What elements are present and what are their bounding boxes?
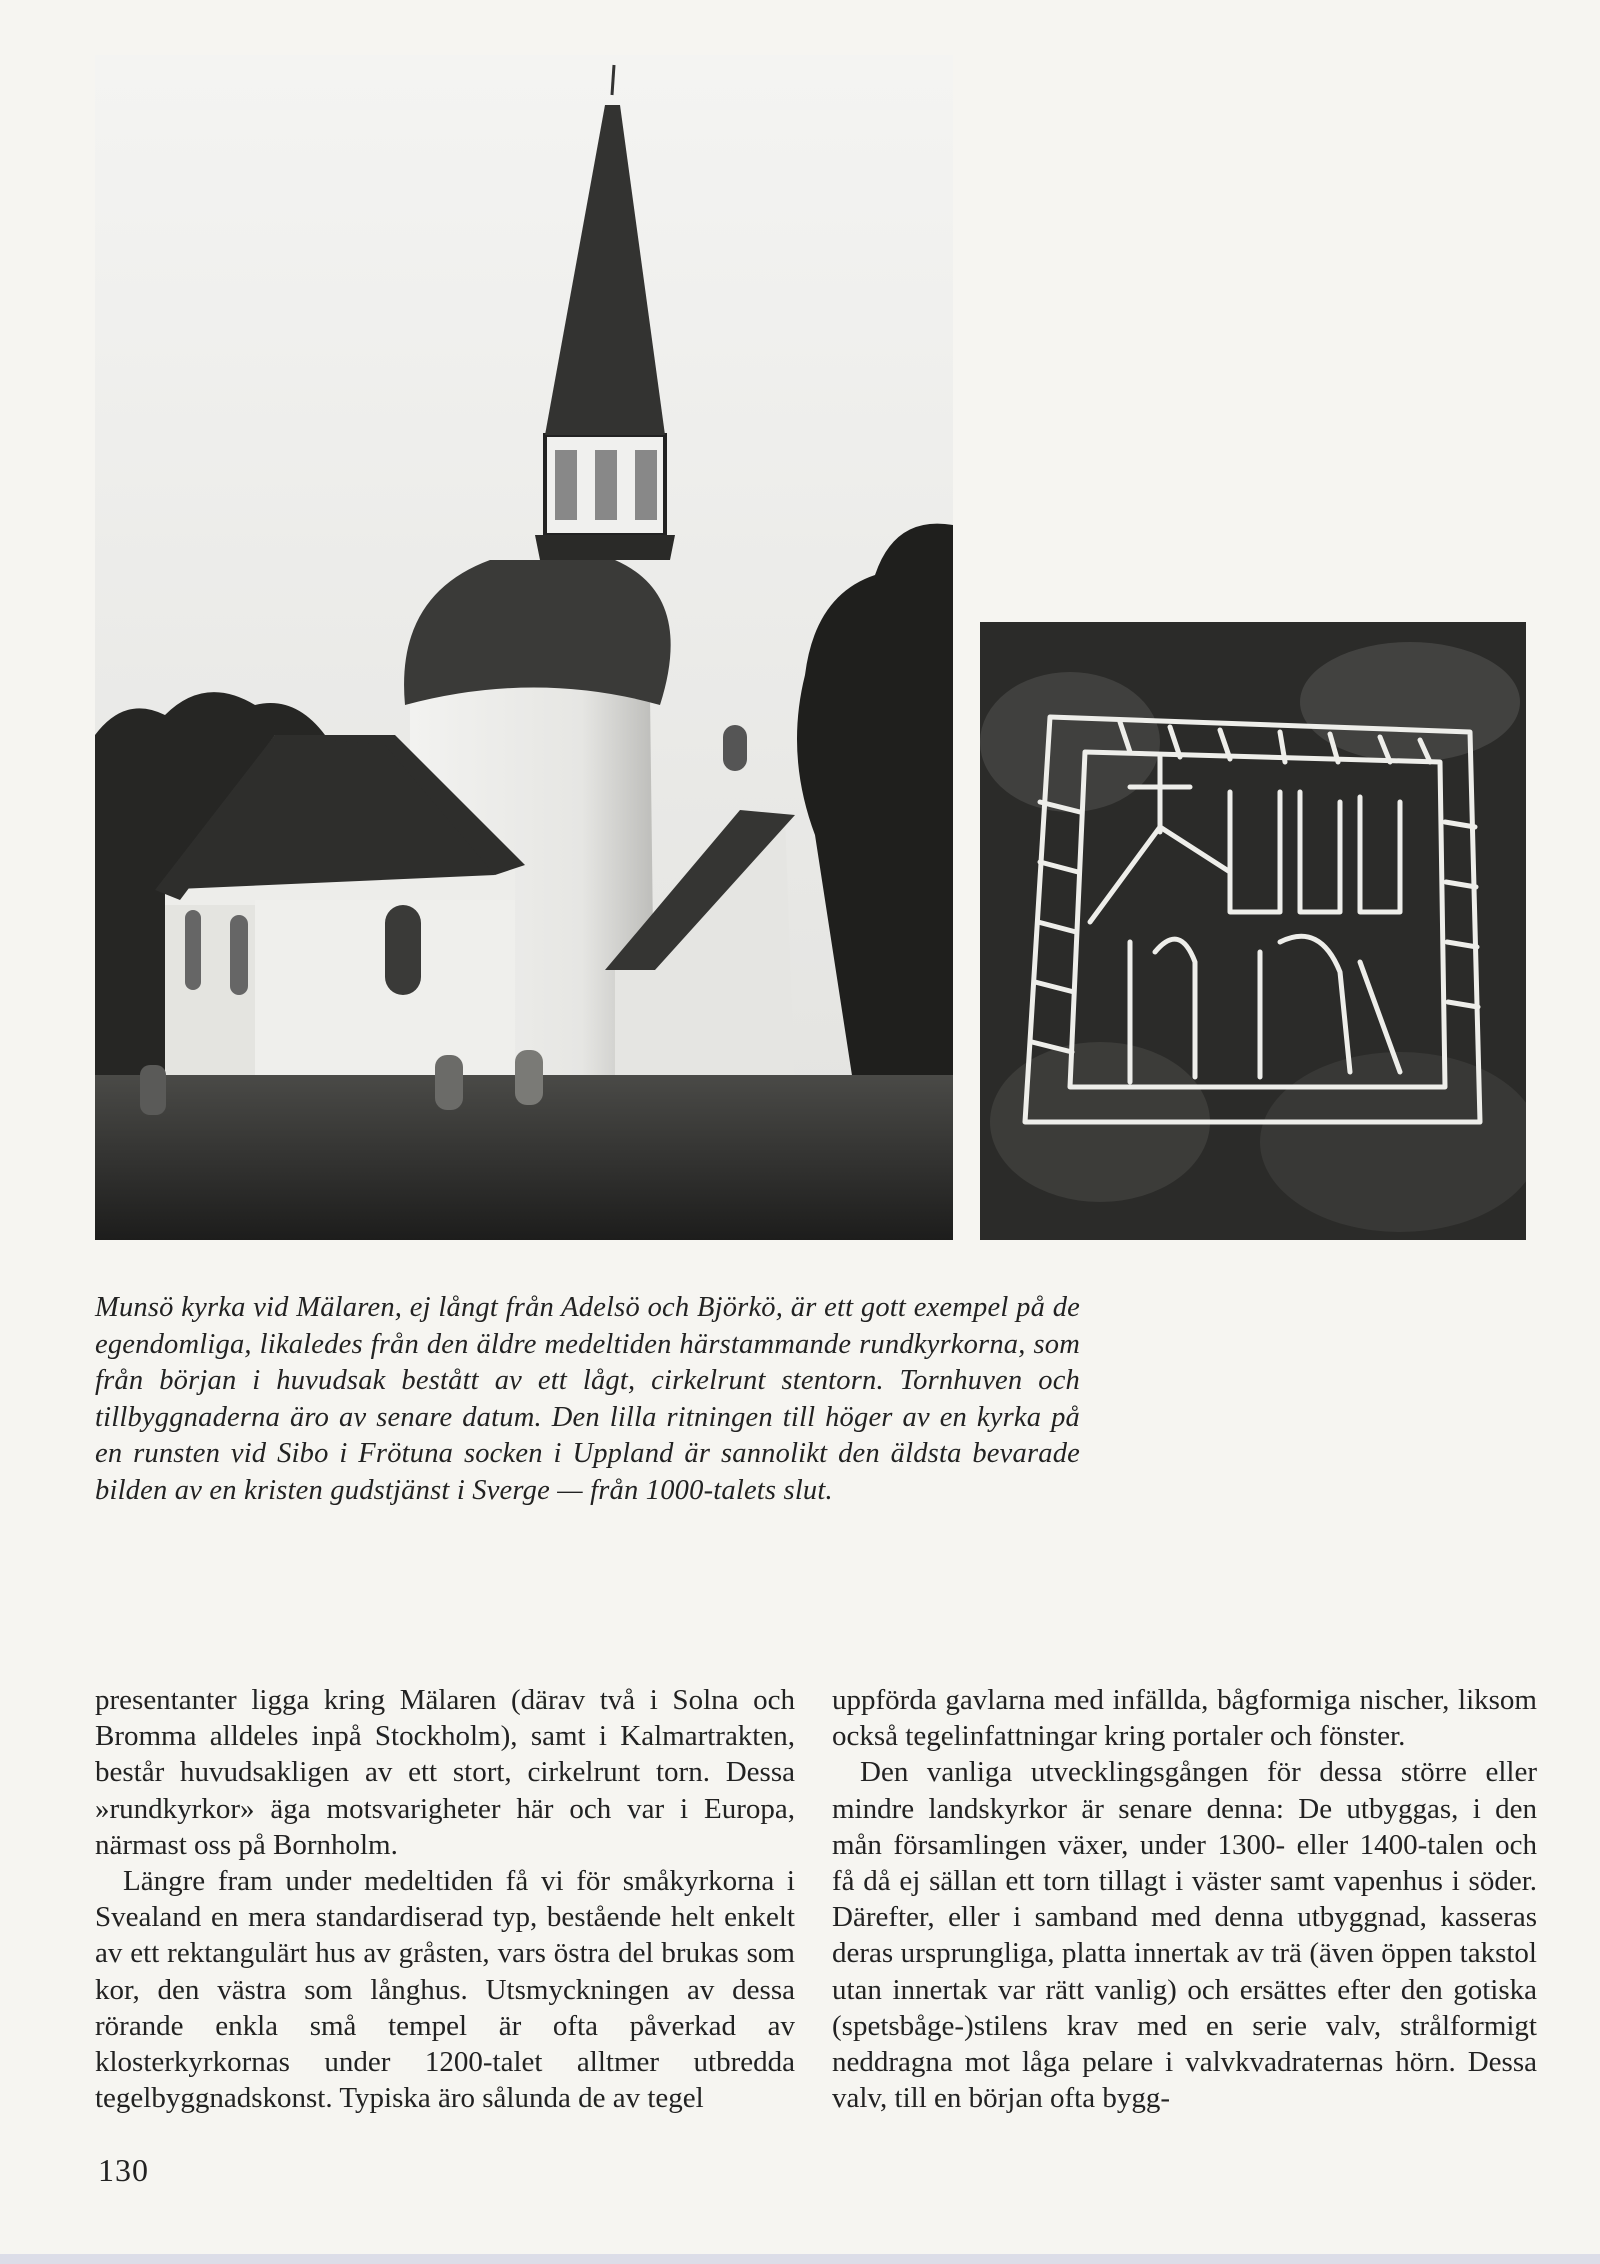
- photo-caption: Munsö kyrka vid Mälaren, ej långt från Adelsö och Björkö, är ett gott exempel på de egendomliga, likaledes från den äldre medeltiden härstammande rundkyrkorna, som från början i huvudsak bestått av ett lågt, cirkelrunt stentorn. Tornhuven och tillbyggnaderna äro av senare datum. Den lilla ritningen till höger av en kyrka på en runsten vid Sibo i Frötuna socken i Uppland är sannolikt den äldsta bevarade bilden av en kristen gudstjänst i Sverge — från 1000-talets slut.: [95, 1292, 1080, 1506]
- paragraph: presentanter ligga kring Mälaren (därav två i Solna och Bromma alldeles inpå Stockholm), samt i Kalmartrakten, består huvudsakligen av ett stort, cirkelrunt torn. Dessa »rundkyrkor» äga motsvarigheter här och var i Europa, närmast oss på Bornholm.: [95, 1684, 795, 1861]
- runestone-photo: [980, 622, 1526, 1240]
- church-illustration: [95, 55, 953, 1240]
- body-column-left: [95, 1682, 795, 2116]
- body-column-right: [832, 1682, 1537, 2116]
- paragraph: uppförda gavlarna med infällda, bågformiga nischer, liksom också tegelinfattningar kring portaler och fönster.: [832, 1684, 1537, 1753]
- runestone-illustration: [980, 622, 1526, 1240]
- paragraph: Längre fram under medeltiden få vi för småkyrkorna i Svealand en mera standardiserad typ, bestående helt enkelt av ett rektangulärt hus av gråsten, vars östra del brukas som kor, den västra som långhus. Utsmyckningen av dessa rörande enkla små tempel är ofta påverkad av klosterkyrkornas under 1200-talet alltmer utbredda tegelbyggnadskonst. Typiska äro sålunda de av tegel: [95, 1865, 795, 2115]
- page-edge: [0, 2254, 1600, 2264]
- page-number: 130: [98, 2152, 149, 2188]
- church-photo: [95, 55, 953, 1240]
- paragraph: Den vanliga utvecklingsgången för dessa större eller mindre landskyrkor är senare denna: De utbyggas, i den mån församlingen växer, under 1300- eller 1400-talen och få då ej sällan ett torn tillagt i väster samt vapenhus i söder. Därefter, eller i samband med denna utbyggnad, kasseras deras ursprungliga, platta innertak av trä (även öppen takstol utan innertak var rätt vanlig) och ersättes efter den gotiska (spetsbåge-)stilens krav med en serie valv, strålformigt neddragna mot låga pelare i valvkvadraternas hörn. Dessa valv, till en början ofta bygg-: [832, 1756, 1537, 2115]
